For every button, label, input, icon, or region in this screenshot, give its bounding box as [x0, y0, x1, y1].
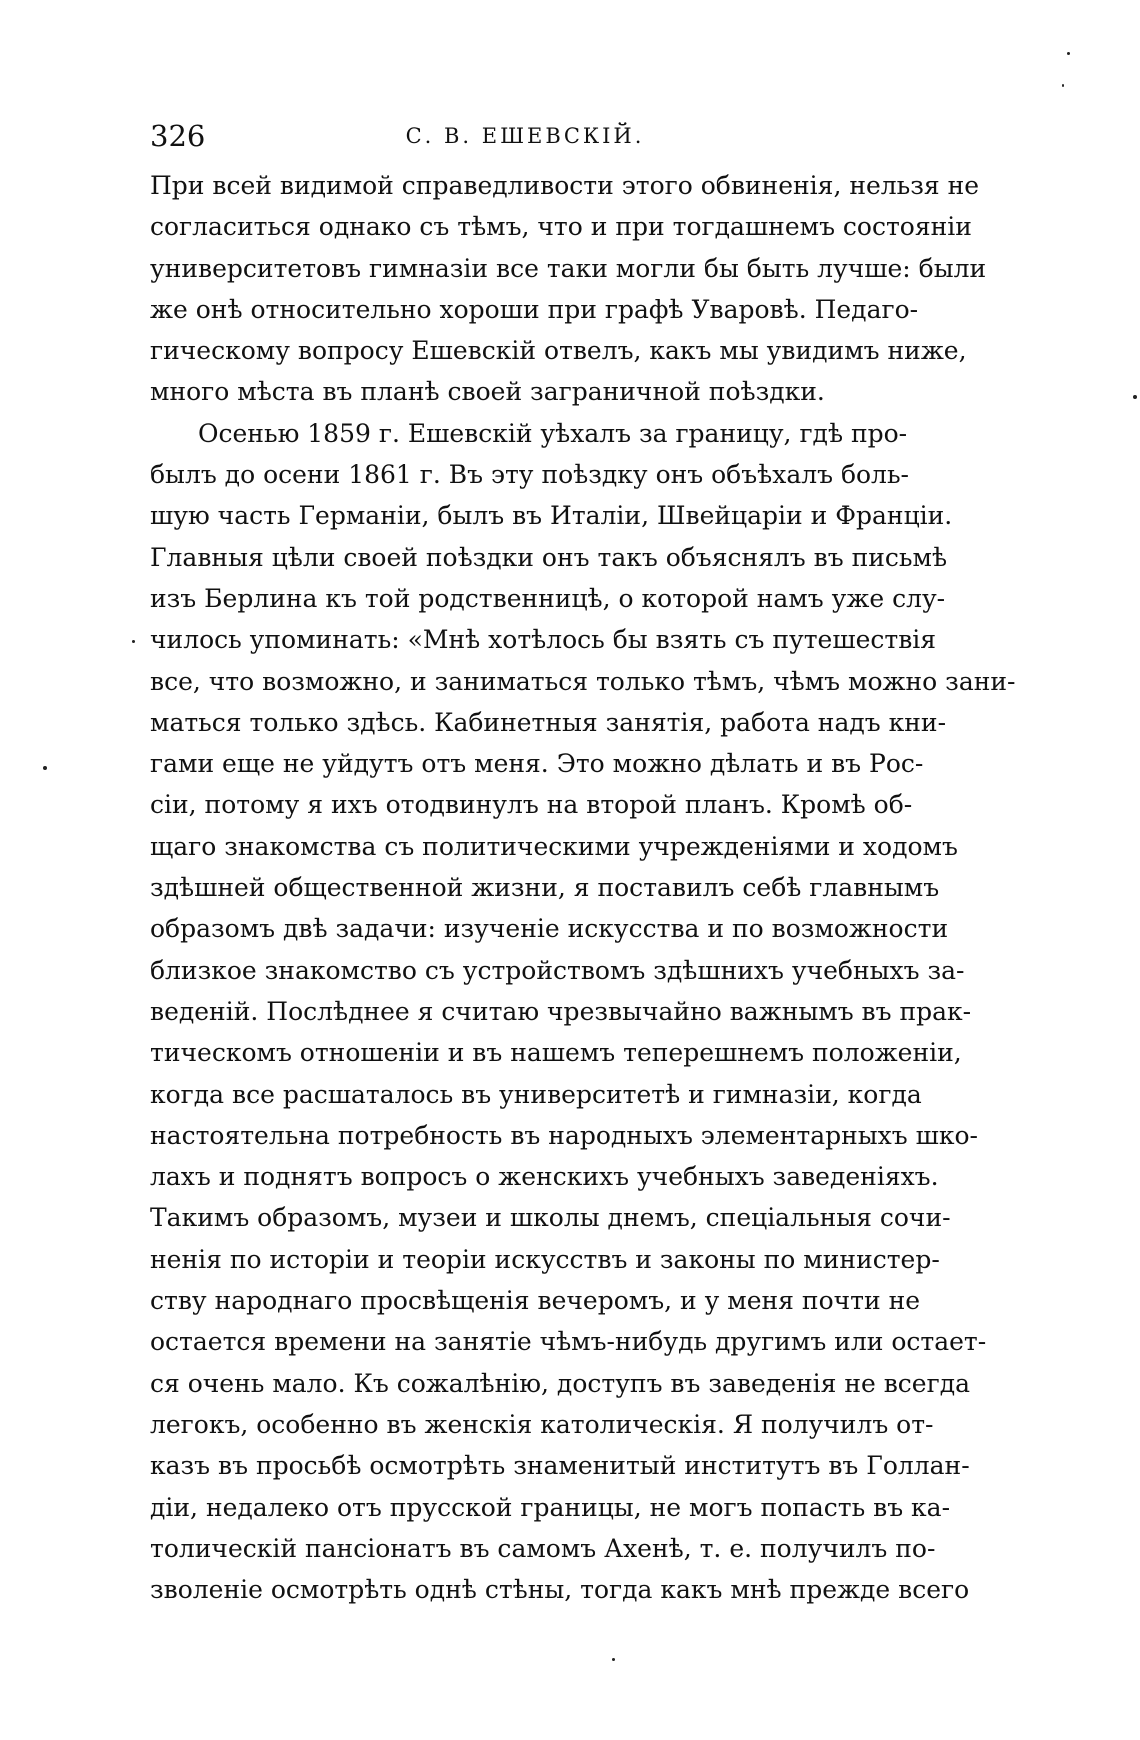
text-line: легокъ, особенно въ женскія католическія. Я получилъ от-	[150, 1409, 934, 1439]
scan-speck	[612, 1658, 615, 1661]
paragraph-2	[150, 413, 1016, 1611]
text-line: близкое знакомство съ устройствомъ здѣшнихъ учебныхъ за-	[150, 955, 965, 985]
text-line: былъ до осени 1861 г. Въ эту поѣздку онъ объѣхалъ боль-	[150, 460, 909, 490]
text-line: много мѣста въ планѣ своей заграничной поѣздки.	[150, 377, 825, 407]
scan-speck	[1067, 52, 1070, 55]
text-line: Осенью 1859 г. Ешевскій уѣхалъ за границу, гдѣ про-	[198, 418, 908, 448]
text-line: щаго знакомства съ политическими учрежденіями и ходомъ	[150, 831, 958, 861]
text-line: чилось упоминать: «Мнѣ хотѣлось бы взять съ путешествія	[150, 625, 937, 655]
text-line: шую часть Германіи, былъ въ Италіи, Швейцаріи и Франціи.	[150, 501, 953, 531]
text-line: настоятельна потребность въ народныхъ элементарныхъ шко-	[150, 1120, 979, 1150]
paragraph-1	[150, 165, 987, 413]
text-line: же онѣ относительно хороши при графѣ Уваровѣ. Педаго-	[150, 294, 919, 324]
text-line: здѣшней общественной жизни, я поставилъ себѣ главнымъ	[150, 873, 940, 903]
text-line: маться только здѣсь. Кабинетныя занятія, работа надъ кни-	[150, 707, 947, 737]
text-line: ся очень мало. Къ сожалѣнію, доступъ въ заведенія не всегда	[150, 1368, 970, 1398]
text-line: ненія по исторіи и теоріи искусствъ и законы по министер-	[150, 1244, 940, 1274]
text-line: лахъ и поднятъ вопросъ о женскихъ учебныхъ заведеніяхъ.	[150, 1162, 939, 1192]
text-line: ству народнаго просвѣщенія вечеромъ, и у меня почти не	[150, 1286, 921, 1316]
text-line: сіи, потому я ихъ отодвинулъ на второй планъ. Кромѣ об-	[150, 790, 913, 820]
scan-speck	[43, 766, 47, 770]
text-line: согласиться однако съ тѣмъ, что и при тогдашнемъ состояніи	[150, 212, 972, 242]
page-number: 326	[150, 119, 206, 153]
text-line: казъ въ просьбѣ осмотрѣть знаменитый институтъ въ Голлан-	[150, 1451, 970, 1481]
text-line: остается времени на занятіе чѣмъ-нибудь другимъ или остает-	[150, 1327, 987, 1357]
text-line: При всей видимой справедливости этого обвиненія, нельзя не	[150, 171, 980, 200]
scan-speck	[132, 640, 135, 643]
text-line: гами еще не уйдутъ отъ меня. Это можно дѣлать и въ Рос-	[150, 749, 924, 779]
text-line: діи, недалеко отъ прусской границы, не могъ попасть въ ка-	[150, 1492, 951, 1522]
text-line: все, что возможно, и заниматься только тѣмъ, чѣмъ можно зани-	[150, 666, 1016, 696]
text-line: толическій пансіонатъ въ самомъ Ахенѣ, т. е. получилъ по-	[150, 1533, 936, 1563]
page-body	[150, 165, 1016, 1610]
text-line: тическомъ отношеніи и въ нашемъ теперешнемъ положеніи,	[150, 1038, 962, 1068]
text-line: университетовъ гимназіи все таки могли бы быть лучше: были	[150, 253, 987, 283]
text-line: гическому вопросу Ешевскій отвелъ, какъ мы увидимъ ниже,	[150, 336, 967, 366]
scan-speck	[1062, 84, 1064, 87]
text-line: образомъ двѣ задачи: изученіе искусства и по возможности	[150, 914, 949, 944]
running-title: С. В. ЕШЕВСКІЙ.	[405, 124, 645, 148]
text-line: изъ Берлина къ той родственницѣ, о которой намъ уже слу-	[150, 583, 946, 613]
text-line: веденій. Послѣднее я считаю чрезвычайно важнымъ въ прак-	[150, 996, 972, 1026]
scan-speck	[1133, 395, 1137, 399]
text-line: Такимъ образомъ, музеи и школы днемъ, спеціальныя сочи-	[150, 1203, 951, 1233]
page-header	[150, 118, 900, 154]
text-line: Главныя цѣли своей поѣздки онъ такъ объяснялъ въ письмѣ	[150, 542, 948, 572]
text-line: зволеніе осмотрѣть однѣ стѣны, тогда какъ мнѣ прежде всего	[150, 1575, 970, 1605]
text-line: когда все расшаталось въ университетѣ и гимназіи, когда	[150, 1079, 922, 1109]
